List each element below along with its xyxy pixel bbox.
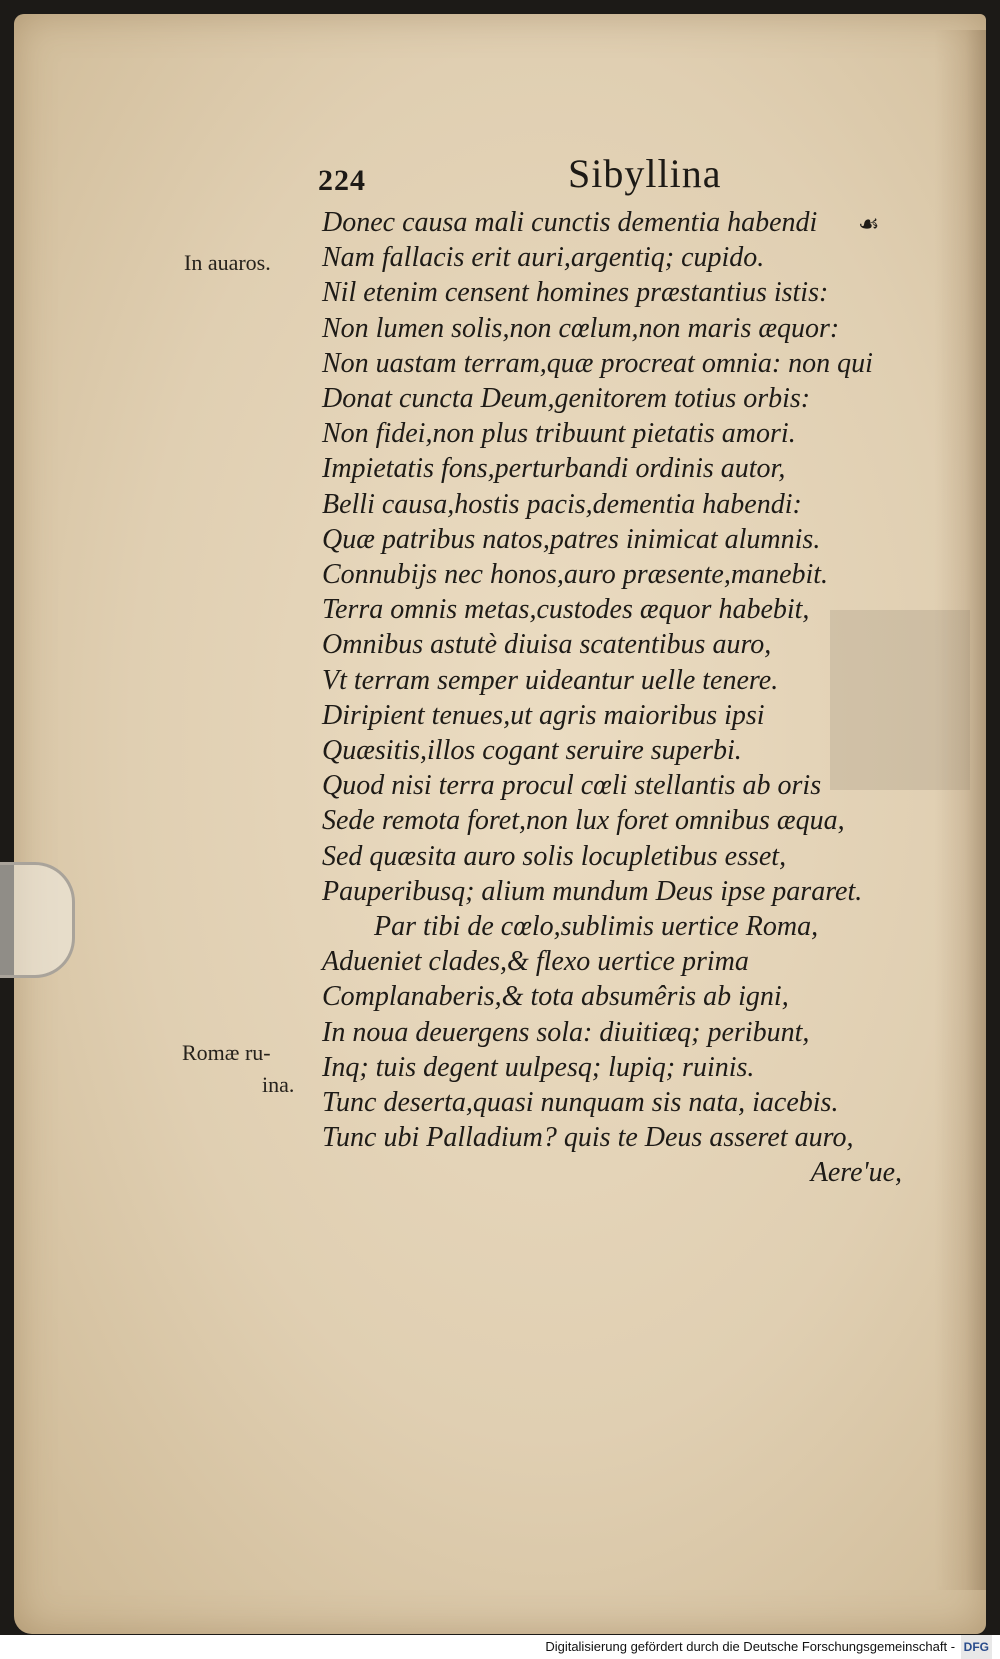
verse-line: Connubijs nec honos,auro præsente,manebit.: [322, 559, 829, 591]
verse-line: In noua deuergens sola: diuitiæq; peribunt,: [322, 1016, 810, 1048]
verse-line: Diripient tenues,ut agris maioribus ipsi: [322, 699, 765, 731]
verse-line: Belli causa,hostis pacis,dementia habendi:: [322, 488, 802, 520]
verse-line: Quod nisi terra procul cœli stellantis ab oris: [322, 770, 822, 802]
verse-line: Pauperibusq; alium mundum Deus ipse pararet.: [322, 875, 863, 907]
verse-line: Sed quæsita auro solis locupletibus esset,: [322, 840, 787, 872]
verse-line: Vt terram semper uideantur uelle tenere.: [322, 664, 779, 696]
verse-line: Nil etenim censent homines præstantius istis:: [322, 277, 829, 309]
page-clip: [0, 862, 75, 978]
verse-line: Omnibus astutè diuisa scatentibus auro,: [322, 629, 772, 661]
verse-line: Adueniet clades,& flexo uertice prima: [322, 946, 749, 978]
verse-line: Non uastam terram,quæ procreat omnia: non qui: [322, 347, 873, 379]
verse-text: [322, 205, 942, 1191]
verse-line: Quæsitis,illos cogant seruire superbi.: [322, 735, 742, 767]
catchword: Aere'ue,: [810, 1157, 902, 1189]
page-number: 224: [318, 164, 366, 197]
footer-credit: Digitalisierung gefördert durch die Deutsche Forschungsgemeinschaft -: [545, 1639, 956, 1654]
footer-credit-bar: [0, 1635, 1000, 1659]
dfg-logo-icon: DFG: [961, 1635, 992, 1659]
running-head: Sibyllina: [568, 151, 722, 196]
verse-line: Impietatis fons,perturbandi ordinis autor,: [322, 453, 786, 485]
verse-line: Donat cuncta Deum,genitorem totius orbis:: [322, 383, 811, 415]
marginal-note-romae-1: Romæ ru-: [182, 1040, 271, 1065]
verse-line: Non lumen solis,non cœlum,non maris æquor:: [322, 312, 840, 344]
verse-line: Complanaberis,& tota absumêris ab igni,: [322, 981, 789, 1013]
verse-line: Tunc ubi Palladium? quis te Deus asseret auro,: [322, 1122, 854, 1154]
verse-line: Nam fallacis erit auri,argentiq; cupido.: [322, 242, 765, 274]
verse-line: Quæ patribus natos,patres inimicat alumnis.: [322, 523, 821, 555]
verse-line: Sede remota foret,non lux foret omnibus æqua,: [322, 805, 845, 837]
verse-line: Tunc deserta,quasi nunquam sis nata, iacebis.: [322, 1087, 839, 1119]
verse-line: Par tibi de cœlo,sublimis uertice Roma,: [374, 911, 819, 943]
page-header: [300, 150, 900, 206]
verse-line: Inq; tuis degent uulpesq; lupiq; ruinis.: [322, 1051, 755, 1083]
marginal-note-avaros: In auaros.: [184, 250, 271, 275]
marginal-note-romae-2: ina.: [262, 1072, 295, 1097]
verse-line: Terra omnis metas,custodes æquor habebit,: [322, 594, 810, 626]
verse-line: Donec causa mali cunctis dementia habendi: [322, 207, 818, 238]
ornament-icon: ☙: [858, 212, 880, 238]
verse-line: Non fidei,non plus tribuunt pietatis amori.: [322, 418, 796, 450]
